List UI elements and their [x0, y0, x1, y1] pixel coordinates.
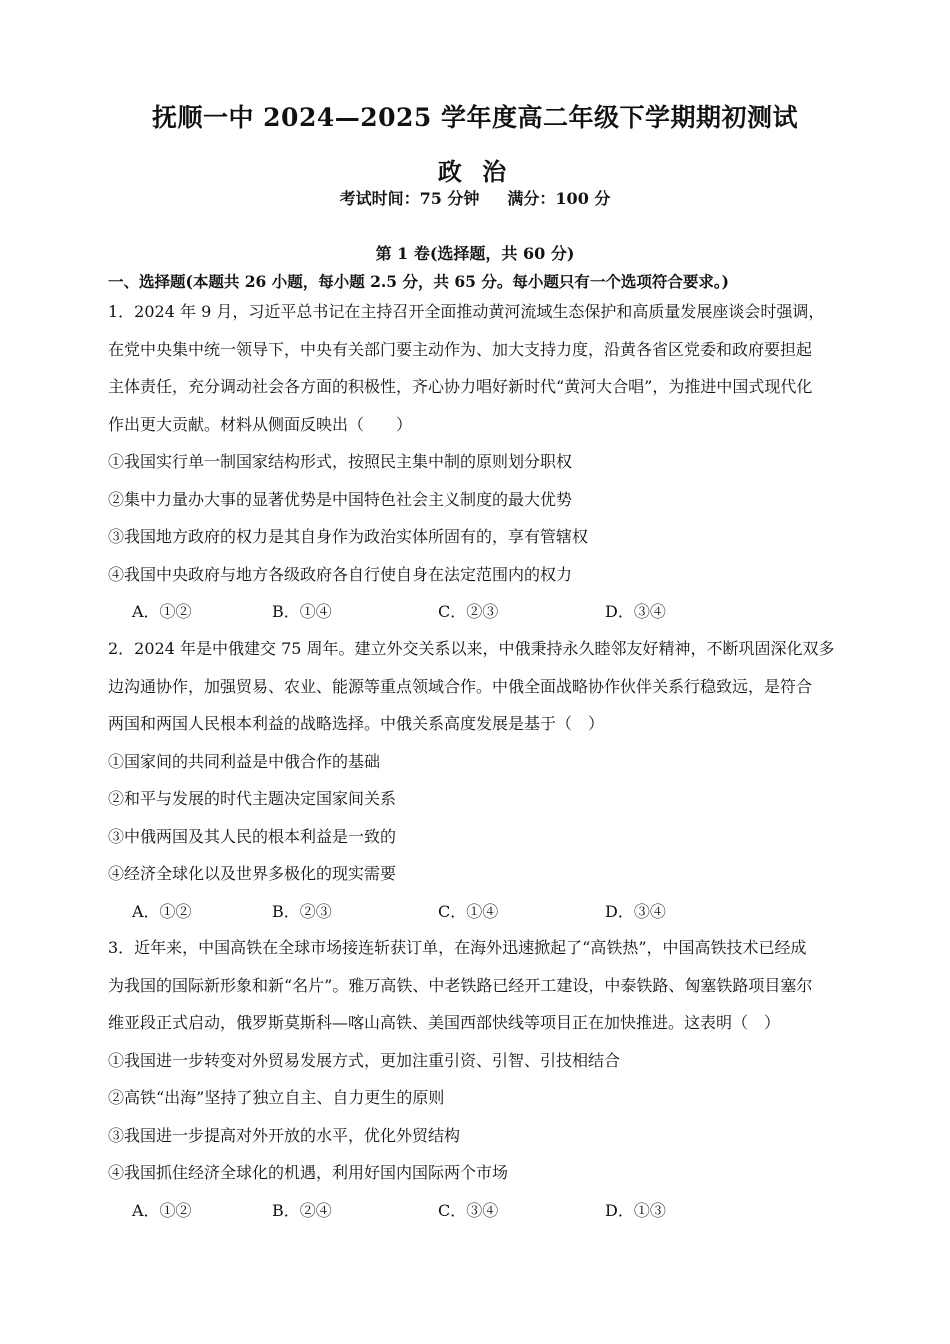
statement-option: ①国家间的共同利益是中俄合作的基础 [108, 751, 381, 771]
stem-line: 两国和两国人民根本利益的战略选择。中俄关系高度发展是基于（ ） [108, 714, 605, 733]
section-heading: 一、选择题(本题共 26 小题，每小题 2.5 分，共 65 分。每小题只有一个选项符合要求。) [108, 272, 729, 291]
choice-b: B．②③ [272, 901, 332, 921]
statement-option: ③中俄两国及其人民的根本利益是一致的 [108, 826, 397, 846]
full-score: 满分：100 分 [507, 189, 611, 208]
question-1 [108, 293, 848, 631]
statement-option: ②高铁“出海”坚持了独立自主、自力更生的原则 [108, 1088, 445, 1107]
question-2 [108, 630, 848, 930]
stem-line: 作出更大贡献。材料从侧面反映出（ ） [108, 414, 413, 434]
choice-d: D．③④ [605, 602, 666, 621]
statement-option: ④我国中央政府与地方各级政府各自行使自身在法定范围内的权力 [108, 564, 573, 584]
choice-c: C．②③ [438, 602, 499, 621]
answer-choices [108, 893, 848, 931]
stem-line: 1．2024 年 9 月，习近平总书记在主持召开全面推动黄河流域生态保护和高质量发展座谈会时强调， [108, 302, 825, 321]
statement-option: ④我国抓住经济全球化的机遇，利用好国内国际两个市场 [108, 1163, 509, 1182]
stem-line: 2．2024 年是中俄建交 75 周年。建立外交关系以来，中俄秉持永久睦邻友好精神，不断巩固深化双多 [108, 639, 835, 658]
answer-choices [108, 1192, 848, 1230]
choice-b: B．①④ [272, 602, 332, 621]
statement-option: ③我国地方政府的权力是其自身作为政治实体所固有的，享有管辖权 [108, 527, 589, 546]
choice-c: C．①④ [438, 901, 499, 921]
stem-line: 为我国的国际新形象和新“名片”。雅万高铁、中老铁路已经开工建设，中泰铁路、匈塞铁路项目塞尔 [108, 975, 813, 995]
statement-option: ①我国实行单一制国家结构形式，按照民主集中制的原则划分职权 [108, 452, 573, 471]
answer-choices [108, 593, 848, 631]
statement-option: ④经济全球化以及世界多极化的现实需要 [108, 864, 397, 883]
stem-line: 3．近年来，中国高铁在全球市场接连斩获订单，在海外迅速掀起了“高铁热”，中国高铁技术已经成 [108, 938, 807, 957]
choice-b: B．②④ [272, 1200, 332, 1220]
statement-option: ②和平与发展的时代主题决定国家间关系 [108, 789, 397, 808]
exam-subject: 政 治 [437, 157, 513, 186]
statement-option: ①我国进一步转变对外贸易发展方式，更加注重引资、引智、引技相结合 [108, 1050, 621, 1070]
stem-line: 在党中央集中统一领导下，中央有关部门要主动作为、加大支持力度，沿黄各省区党委和政府要担起 [108, 339, 813, 359]
stem-line: 边沟通协作，加强贸易、农业、能源等重点领域合作。中俄全面战略协作伙伴关系行稳致远，是符合 [108, 676, 813, 696]
question-stem [108, 929, 848, 1042]
exam-time: 考试时间：75 分钟 [339, 189, 480, 208]
choice-d: D．③④ [605, 901, 666, 921]
statement-option: ③我国进一步提高对外开放的水平，优化外贸结构 [108, 1125, 461, 1145]
statement-option: ②集中力量办大事的显著优势是中国特色社会主义制度的最大优势 [108, 489, 573, 509]
stem-line: 维亚段正式启动，俄罗斯莫斯科—喀山高铁、美国西部快线等项目正在加快推进。这表明（ ） [108, 1013, 781, 1032]
part-heading: 第 1 卷(选择题，共 60 分) [375, 244, 575, 263]
choice-a: A．①② [132, 901, 192, 921]
exam-title: 抚顺一中 2024—2025 学年度高二年级下学期期初测试 [151, 103, 799, 132]
question-stem [108, 630, 848, 743]
choice-a: A．①② [132, 1200, 192, 1220]
choice-a: A．①② [132, 602, 192, 621]
exam-meta [0, 186, 950, 209]
stem-line: 主体责任，充分调动社会各方面的积极性，齐心协力唱好新时代“黄河大合唱”，为推进中国式现代化 [108, 377, 813, 396]
question-stem [108, 293, 848, 443]
choice-d: D．①③ [605, 1200, 666, 1220]
question-3 [108, 929, 848, 1229]
choice-c: C．③④ [438, 1200, 499, 1220]
